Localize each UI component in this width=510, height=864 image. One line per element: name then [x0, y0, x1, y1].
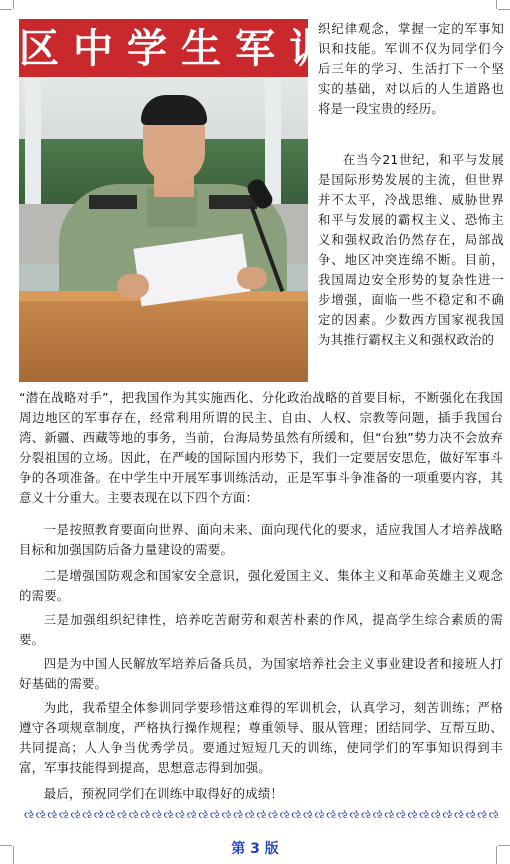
shoulder-board-left [89, 195, 137, 209]
paragraph-point-four: 四是为中国人民解放军培养后备兵员，为国家培养社会主义事业建设者和接班人打好基础的需要。 [19, 656, 503, 691]
paragraph-point-one: 一是按照教育要面向世界、面向未来、面向现代化的要求，适应我国人才培养战略目标和加强国防后备力量建设的需要。 [19, 522, 503, 557]
photo-desk [19, 291, 308, 382]
page-number: 第 3 版 [231, 841, 279, 857]
crop-mark [13, 0, 14, 9]
speaker-photo [19, 19, 343, 382]
photo-banner-text: 区中学生军训 [19, 25, 343, 72]
crop-mark [0, 9, 12, 10]
paragraph-situation: 在当今21世纪，和平与发展是国际形势发展的主流，但世界并不太平，冷战思维、威胁世界和平与发展的霸权主义、恐怖主义和强权政治仍然存在，局部战争、地区冲突连绵不断。目前，我国周边安全形势的复杂性进一步增强，面临一些不稳定和不确定的因素。少数西方国家视我国为其推行霸权主义和强权政治的 [318, 152, 504, 347]
paragraph-intro-continued: 织纪律观念，掌握一定的军事知识和技能。军训不仅为同学们今后三年的学习、生活打下一个坚实的基础，对以后的人生道路也将是一段宝贵的经历。 [318, 21, 504, 116]
paragraph-closing: 最后，预祝同学们在训练中取得好的成绩！ [43, 786, 284, 801]
decorative-border: ઌઌઌઌઌઌઌઌઌઌઌઌઌઌઌઌઌઌઌઌઌઌઌઌઌઌઌઌઌઌઌઌઌઌઌઌઌઌઌઌઌ [24, 807, 501, 821]
crop-mark [496, 0, 497, 9]
speaker-hand [117, 274, 149, 298]
crop-mark [498, 9, 510, 10]
paragraph-point-three: 三是加强组织纪律性，培养吃苦耐劳和艰苦朴素的作风，提高学生综合素质的需要。 [19, 612, 503, 647]
paragraph-situation-continued: “潜在战略对手”，把我国作为其实施西化、分化政治战略的首要目标，不断强化在我国周边地区的军事存在，经常利用所谓的民主、自由、人权、宗教等问题，插手我国台湾、新疆、西藏等地的事务，当前，台海局势虽然有所缓和，但“台独”势力决不会放弃分裂祖国的立场。因此，在严峻的国际国内形势下，我们一定要居安思危，做好军事斗争的各项准备。在中学生中开展军事训练活动，正是军事斗争准备的一项重要内容，其意义十分重大。主要表现在以下四个方面： [19, 390, 503, 505]
speaker-hand [237, 267, 267, 289]
paragraph-point-two: 二是增强国防观念和国家安全意识，强化爱国主义、集体主义和革命英雄主义观念的需要。 [19, 568, 503, 603]
speaker-hair [141, 95, 207, 125]
paragraph-expectations: 为此，我希望全体参训同学要珍惜这难得的军训机会，认真学习，刻苦训练；严格遵守各项规章制度，严格执行操作规程；尊重领导、服从管理；团结同学、互帮互助、共同提高；人人争当优秀学员。要通过短短几天的训练，使同学们的军事知识得到丰富，军事技能得到提高，思想意志得到加强。 [19, 700, 503, 775]
